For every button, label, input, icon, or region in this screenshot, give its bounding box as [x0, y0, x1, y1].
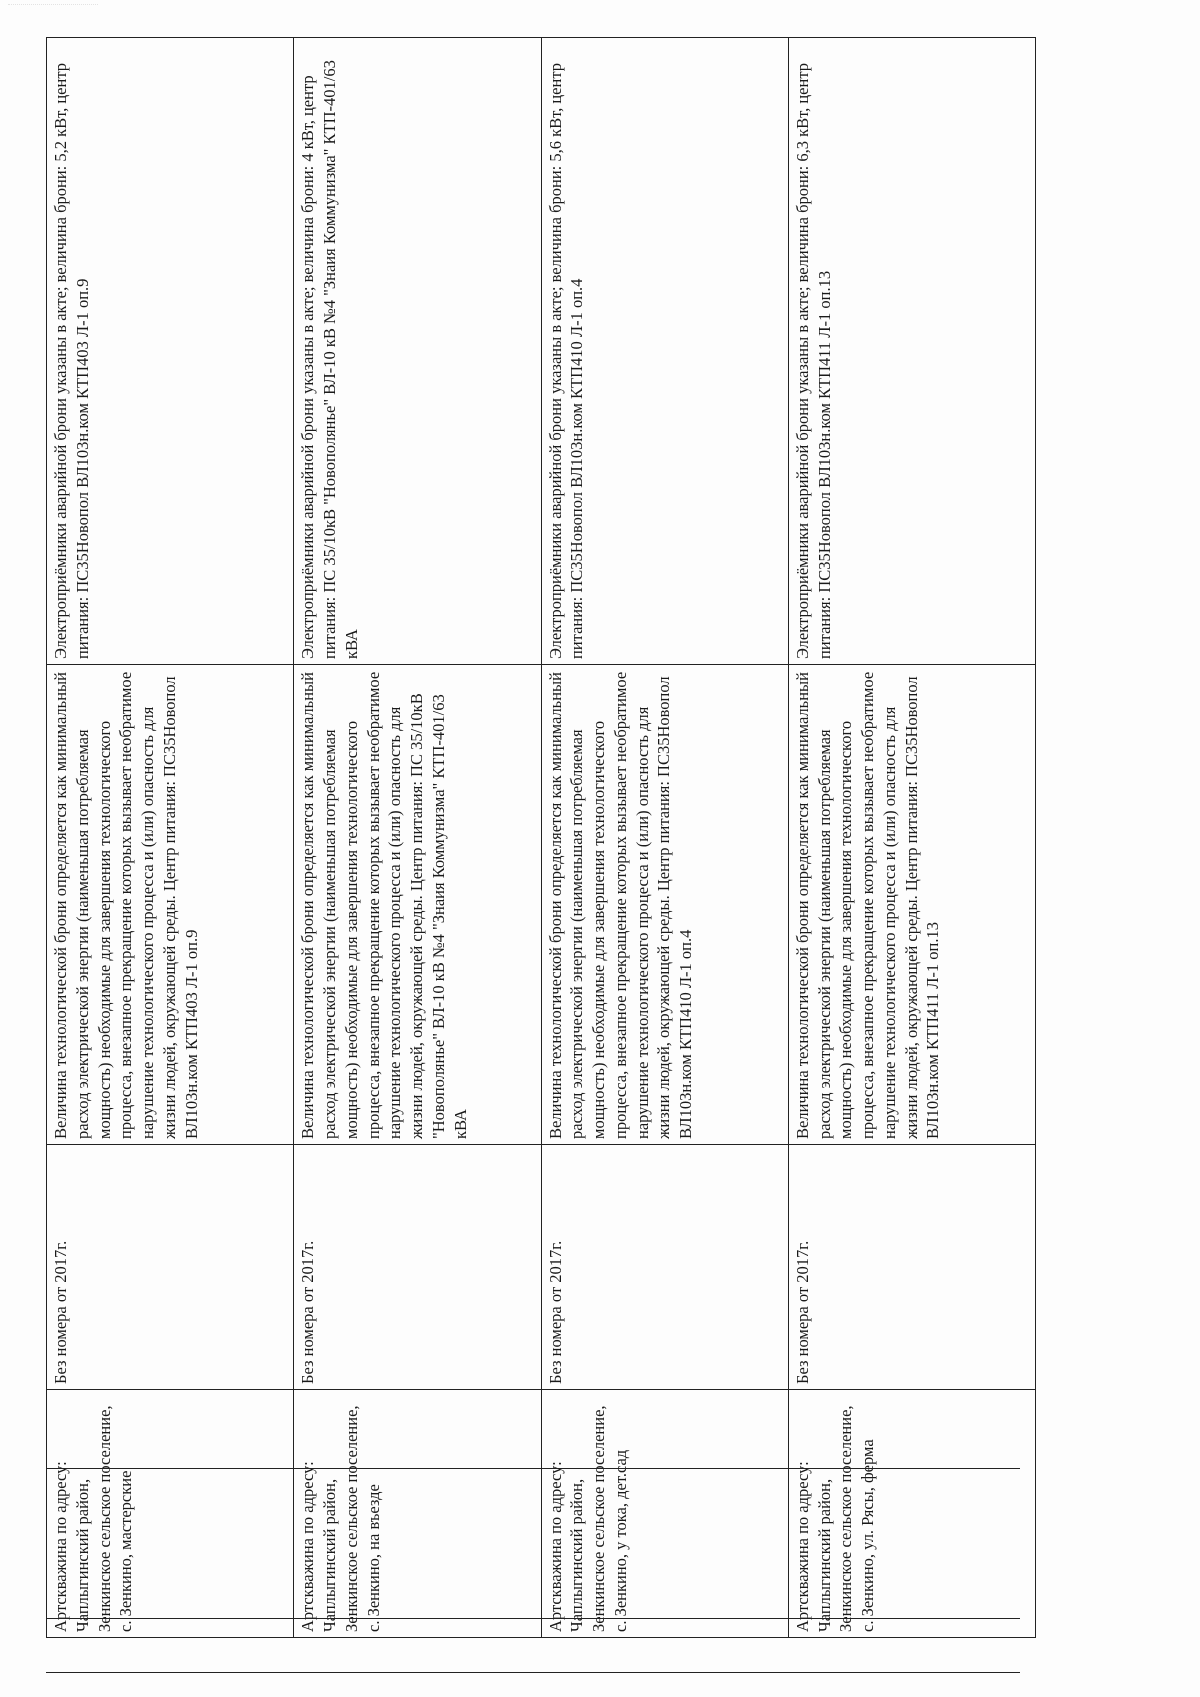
emergency-reserve-cell: Электроприёмники аварийной брони указаны в акте; величина брони: 4 кВт, центр питания: ПС 35/10кВ "Новополянье" ВЛ-10 кВ №4 "Знаия Коммунизма" КТП-401/63 кВА: [294, 38, 541, 665]
scan-artifact: [8, 4, 98, 11]
signature-line-bottom: [46, 1672, 1020, 1673]
table-row: [294, 38, 541, 1638]
act-cell: Без номера от 2017г.: [788, 1145, 1035, 1390]
table-rotator: [46, 38, 1036, 1638]
tech-reserve-cell: Величина технологической брони определяется как минимальный расход электрической энергии (наименьшая потребляемая мощность) необходимые для завершения технологического процесса, внезапное прекращение которых вызывает необратимое нарушение технологического процесса и (или) опасность для жизни людей, окружающей среды. Центр питания: ПС 35/10кВ "Новополянье" ВЛ-10 кВ №4 "Знаия Коммунизма" КТП-401/63 кВА: [294, 665, 541, 1145]
act-cell: Без номера от 2017г.: [47, 1145, 294, 1390]
location-cell: Артскважина по адресу: Чаплыгинский район, Зенкинское сельское поселение, с. Зенкино, мастерские: [47, 1390, 294, 1638]
tech-reserve-cell: Величина технологической брони определяется как минимальный расход электрической энергии (наименьшая потребляемая мощность) необходимые для завершения технологического процесса, внезапное прекращение которых вызывает необратимое нарушение технологического процесса и (или) опасность для жизни людей, окружающей среды. Центр питания: ПС35Новопол ВЛ103н.ком КТП411 Л-1 оп.13: [788, 665, 1035, 1145]
signature-line-middle: [46, 1618, 1020, 1619]
backup-power-table: [46, 37, 1036, 1638]
act-cell: Без номера от 2017г.: [541, 1145, 788, 1390]
emergency-reserve-cell: Электроприёмники аварийной брони указаны в акте; величина брони: 5,2 кВт, центр питания: ПС35Новопол ВЛ103н.ком КТП403 Л-1 оп.9: [47, 38, 294, 665]
emergency-reserve-cell: Электроприёмники аварийной брони указаны в акте; величина брони: 6,3 кВт, центр питания: ПС35Новопол ВЛ103н.ком КТП411 Л-1 оп.13: [788, 38, 1035, 665]
signature-line-top: [46, 1468, 1020, 1469]
location-cell: Артскважина по адресу: Чаплыгинский район, Зенкинское сельское поселение, с. Зенкино, у тока, дет.сад: [541, 1390, 788, 1638]
table-row: [788, 38, 1035, 1638]
tech-reserve-cell: Величина технологической брони определяется как минимальный расход электрической энергии (наименьшая потребляемая мощность) необходимые для завершения технологического процесса, внезапное прекращение которых вызывает необратимое нарушение технологического процесса и (или) опасность для жизни людей, окружающей среды. Центр питания: ПС35Новопол ВЛ103н.ком КТП403 Л-1 оп.9: [47, 665, 294, 1145]
table-row: [47, 38, 294, 1638]
table-row: [541, 38, 788, 1638]
act-cell: Без номера от 2017г.: [294, 1145, 541, 1390]
rotated-table-container: [46, 38, 1036, 1638]
emergency-reserve-cell: Электроприёмники аварийной брони указаны в акте; величина брони: 5,6 кВт, центр питания: ПС35Новопол ВЛ103н.ком КТП410 Л-1 оп.4: [541, 38, 788, 665]
tech-reserve-cell: Величина технологической брони определяется как минимальный расход электрической энергии (наименьшая потребляемая мощность) необходимые для завершения технологического процесса, внезапное прекращение которых вызывает необратимое нарушение технологического процесса и (или) опасность для жизни людей, окружающей среды. Центр питания: ПС35Новопол ВЛ103н.ком КТП410 Л-1 оп.4: [541, 665, 788, 1145]
location-cell: Артскважина по адресу: Чаплыгинский район, Зенкинское сельское поселение, с. Зенкино, ул. Рясы, ферма: [788, 1390, 1035, 1638]
location-cell: Артскважина по адресу: Чаплыгинский район, Зенкинское сельское поселение, с. Зенкино, на въезде: [294, 1390, 541, 1638]
